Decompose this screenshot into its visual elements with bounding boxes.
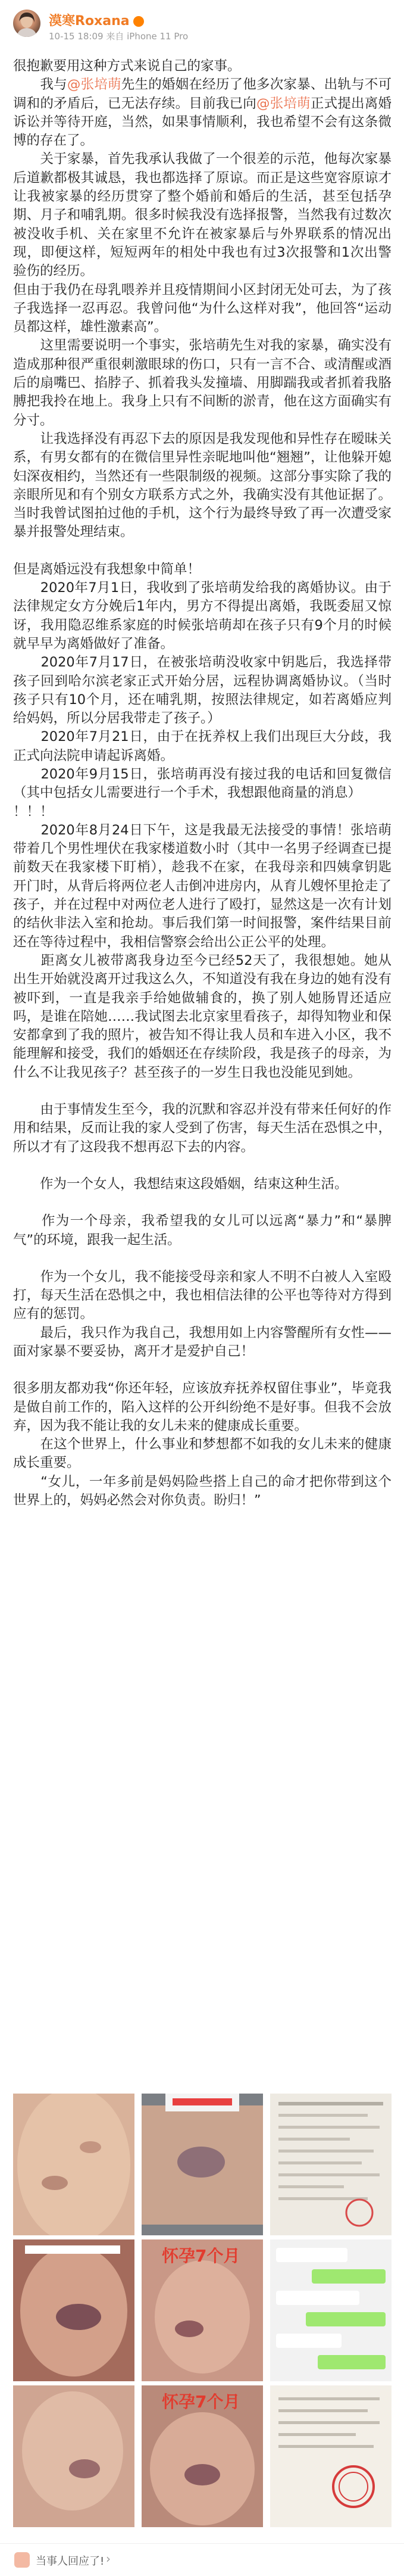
vip-badge-icon [133, 16, 144, 27]
paragraph: 2020年7月1日，我收到了张培萌发给我的离婚协议。由于法律规定女方分娩后1年内，男方不得提出离婚，我既委屈又惊讶，我用隐忍维系家庭的时候张培萌却在孩子只有9个月的时候就早早为离婚做好了准备。 [13, 580, 392, 652]
username[interactable]: 漠寒Roxana [49, 11, 144, 29]
paragraph: 但由于我仍在母乳喂养并且疫情期间小区封闭无处可去，为了孩子我选择一忍再忍。我曾问他“为什么这样对我”，他回答“运动员都这样，雄性激素高”。 [13, 282, 392, 335]
paragraph: 作为一个女儿，我不能接受母亲和家人不明不白被人入室殴打，每天生活在恐惧之中，我也相信法律的公平也等待对方得到应有的惩罚。 [13, 1269, 392, 1322]
chevron-right-icon: › [106, 2552, 111, 2566]
paragraph: 2020年7月21日，由于在抚养权上我们出现巨大分歧，我正式向法院申请起诉离婚。 [13, 729, 392, 764]
photo-image [13, 2385, 134, 2527]
photo-document-stamp[interactable] [270, 2385, 392, 2527]
avatar[interactable] [13, 10, 40, 37]
paragraph: 很抱歉要用这种方式来说自己的家事。 [13, 58, 241, 74]
photo-neck-bruise[interactable] [13, 2094, 134, 2235]
photo-image [270, 2385, 392, 2527]
photo-image [270, 2239, 392, 2381]
photo-medical-record[interactable] [270, 2094, 392, 2235]
post-header [0, 0, 404, 54]
mention-link[interactable]: @张培萌 [67, 77, 121, 93]
photo-image [13, 2094, 134, 2235]
paragraph: 作为一个母亲，我希望我的女儿可以远离“暴力”和“暴脾气”的环境，跟我一起生活。 [13, 1213, 392, 1248]
response-thumbnail-icon [14, 2552, 30, 2568]
photo-image [142, 2094, 263, 2235]
paragraph: 这里需要说明一个事实，张培萌先生对我的家暴，确实没有造成那种很严重很刺激眼球的伤口，只有一言不合、或清醒或酒后的扇嘴巴、掐脖子、抓着我头发撞墙、用脚踹我或者抓着我胳膊把我拎在地上。我身上只有不间断的淤青，他在这方面确实有分寸。 [13, 338, 392, 428]
photo-chat-screenshot[interactable] [270, 2239, 392, 2381]
photo-caption: 怀孕7个月 [162, 2392, 240, 2412]
paragraph: 让我选择没有再忍下去的原因是我发现他和异性存在暧昧关系，有男女都有的在微信里异性亲昵地叫他“翘翘”，让他躲开媳妇深夜相约，当然还有一些限制级的视频。这部分事实除了我的亲眼所见和有个别女方联系方式之外，我确实没有其他证据了。当时我曾试图拍过他的手机，这个行为最终导致了再一次遭受家暴并报警处理结束。 [13, 431, 392, 540]
paragraph: 2020年9月15日，张培萌再没有接过我的电话和回复微信（其中包括女儿需要进行一个手术，我想跟他商量的消息） [13, 766, 392, 801]
footer-bar[interactable] [0, 2543, 404, 2576]
paragraph: 在这个世界上，什么事业和梦想都不如我的女儿未来的健康成长重要。 [13, 1437, 392, 1471]
paragraph: “女儿，一年多前是妈妈险些搭上自己的命才把你带到这个世界上的，妈妈必然会对你负责。盼归！” [13, 1474, 392, 1509]
paragraph: 由于事情发生至今，我的沉默和容忍并没有带来任何好的作用和结果，反而让我的家人受到了伤害，每天生活在恐惧之中，所以才有了这段我不想再忍下去的内容。 [13, 1102, 392, 1155]
spacer [13, 542, 392, 560]
photo-caption: 怀孕7个月 [162, 2246, 240, 2266]
paragraph: 2020年7月17日，在被张培萌没收家中钥匙后，我选择带孩子回到哈尔滨老家正式开始分居，远程协调离婚协议。（当时孩子只有10个月，还在哺乳期，按照法律规定，如若离婚应判给妈妈，所以分居我带走了孩子。） [13, 655, 392, 727]
paragraph: 但是离婚远没有我想象中简单！ [13, 561, 201, 577]
paragraph: 很多朋友都劝我“你还年轻，应该放弃抚养权留住事业”，毕竟我是做自前工作的，陷入这样的公开纠纷绝不是好事。但我不会放弃，因为我不能让我的女儿未来的健康成长重要。 [13, 1381, 392, 1434]
post-body [13, 57, 392, 1510]
paragraph: 2020年8月24日下午，这是我最无法接受的事情！张培萌带着几个男性埋伏在我家楼道数小时（其中一名男子经调查已提前数天在我家楼下盯梢），趁我不在家，在我母亲和四姨拿钥匙开门时，从背后将两位老人击倒冲进房内，从育儿嫂怀里抢走了孩子，并在过程中对两位老人进行了殴打，显然这是一次有计划的结伙非法入室和抢劫。事后我们第一时间报警，案件结果目前还在等待过程中，我相信警察会给出公正公平的处理。 [13, 822, 392, 950]
paragraph: 作为一个女人，我想结束这段婚姻，结束这种生活。 [40, 1176, 348, 1192]
photo-pregnant-arm[interactable] [142, 2385, 263, 2527]
spacer [13, 1361, 392, 1379]
post-meta: 10-15 18:09 来自 iPhone 11 Pro [49, 31, 189, 42]
paragraph: 我与@张培萌先生的婚姻在经历了他多次家暴、出轨与不可调和的矛盾后，已无法存续。目前我已向@张培萌正式提出离婚诉讼并等待开庭，当然，如果事情顺利，我也希望不会有这条微博的存在了。 [13, 77, 392, 149]
photo-leg-bruise[interactable] [142, 2094, 263, 2235]
photo-grid [13, 2094, 392, 2528]
paragraph: 距离女儿被带离我身边至今已经52天了，我很想她。她从出生开始就没离开过我这么久，不知道没有我在身边的她有没有被吓到，一直是我亲手给她做辅食的，换了别人她肠胃还适应吗，是谁在陪她……我试图去北京家里看孩子，却得知物业和保安都拿到了我的照片，被告知不得让我人员和车进入小区，我不能理解和接受，我们的婚姻还在存续阶段，我是孩子的母亲，为什么不让我见孩子？甚至孩子的一岁生日我也没能见到她。 [13, 952, 392, 1080]
response-link[interactable]: 当事人回应了! [36, 2555, 105, 2568]
paragraph: 关于家暴，首先我承认我做了一个很差的示范，他每次家暴后道歉都极其诚恳，我也都选择了原谅。而正是这些宽容原谅才让我被家暴的经历贯穿了整个婚前和婚后的生活，甚至包括孕期、月子和哺乳期。很多时候我没有选择报警，当然我有过数次被没收手机、关在家里不允许在被家暴后与外界联系的情况出现，即便这样，短短两年的相处中我也有过3次报警和1次出警验伤的经历。 [13, 151, 392, 279]
photo-image [270, 2094, 392, 2235]
mention-link[interactable]: @张培萌 [256, 95, 311, 111]
spacer [13, 1194, 392, 1212]
paragraph: 最后，我只作为我自己，我想用如上内容警醒所有女性——面对家暴不要妥协，离开才是爱护自己！ [13, 1325, 392, 1359]
photo-back-bruise[interactable] [13, 2385, 134, 2527]
photo-pregnant-bruise[interactable] [142, 2239, 263, 2381]
spacer [13, 1082, 392, 1101]
avatar-portrait [13, 10, 40, 37]
paragraph: ！！！ [13, 803, 54, 820]
spacer [13, 1250, 392, 1268]
spacer [13, 1157, 392, 1175]
photo-arm-bruise[interactable] [13, 2239, 134, 2381]
photo-image [13, 2239, 134, 2381]
